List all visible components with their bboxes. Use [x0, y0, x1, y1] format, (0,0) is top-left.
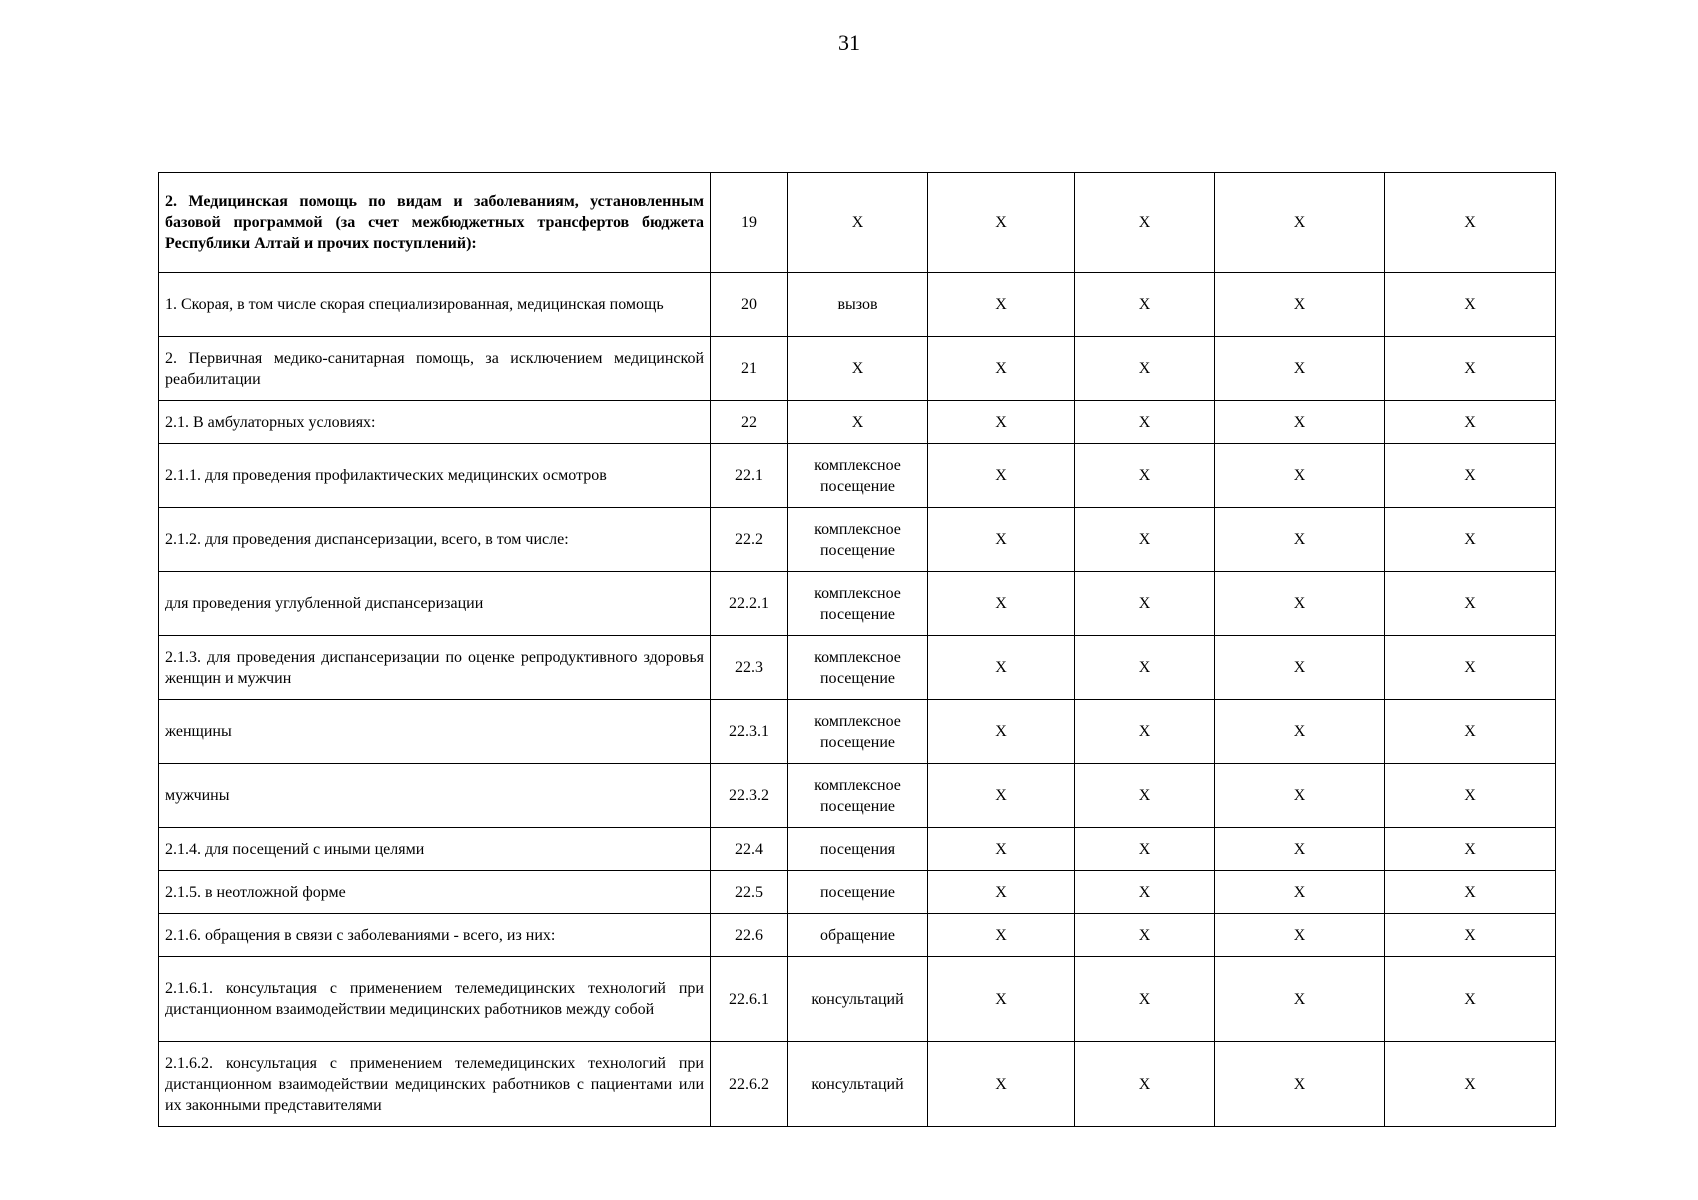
row-unit-cell: комплексное посещение	[788, 572, 928, 636]
row-value-cell: X	[1215, 401, 1385, 444]
row-value-cell: X	[1215, 828, 1385, 871]
table-row	[159, 828, 1556, 871]
row-line-number-cell: 22.3.2	[711, 764, 788, 828]
page-number: 31	[838, 30, 860, 55]
row-line-number-cell: 20	[711, 273, 788, 337]
row-value-cell: X	[1215, 508, 1385, 572]
row-value-cell: X	[928, 1042, 1075, 1127]
row-unit-cell: X	[788, 401, 928, 444]
row-value-cell: X	[1075, 764, 1215, 828]
row-value-cell: X	[1385, 1042, 1556, 1127]
table-row	[159, 508, 1556, 572]
row-value-cell: X	[1075, 401, 1215, 444]
row-name-cell: 2. Медицинская помощь по видам и заболеваниям, установленным базовой программой (за счет межбюджетных трансфертов бюджета Республики Алтай и прочих поступлений):	[159, 173, 711, 273]
row-value-cell: X	[1385, 572, 1556, 636]
row-unit-cell: обращение	[788, 914, 928, 957]
row-line-number-cell: 22.2	[711, 508, 788, 572]
table-row	[159, 572, 1556, 636]
row-value-cell: X	[1075, 572, 1215, 636]
row-value-cell: X	[928, 764, 1075, 828]
row-name-cell: мужчины	[159, 764, 711, 828]
row-value-cell: X	[1385, 764, 1556, 828]
row-line-number-cell: 22.6.1	[711, 957, 788, 1042]
table-row	[159, 173, 1556, 273]
row-line-number-cell: 22.4	[711, 828, 788, 871]
row-value-cell: X	[1385, 828, 1556, 871]
row-value-cell: X	[928, 914, 1075, 957]
row-value-cell: X	[1215, 636, 1385, 700]
row-value-cell: X	[1215, 871, 1385, 914]
row-value-cell: X	[1075, 508, 1215, 572]
row-line-number-cell: 22.6	[711, 914, 788, 957]
row-line-number-cell: 22.6.2	[711, 1042, 788, 1127]
row-unit-cell: консультаций	[788, 957, 928, 1042]
row-line-number-cell: 22.3.1	[711, 700, 788, 764]
row-value-cell: X	[1385, 401, 1556, 444]
row-value-cell: X	[1075, 173, 1215, 273]
row-value-cell: X	[928, 636, 1075, 700]
row-unit-cell: X	[788, 173, 928, 273]
row-unit-cell: комплексное посещение	[788, 700, 928, 764]
row-name-cell: 2.1.6. обращения в связи с заболеваниями - всего, из них:	[159, 914, 711, 957]
row-value-cell: X	[1215, 572, 1385, 636]
row-value-cell: X	[928, 957, 1075, 1042]
row-value-cell: X	[1385, 636, 1556, 700]
row-value-cell: X	[1215, 700, 1385, 764]
row-name-cell: 2.1. В амбулаторных условиях:	[159, 401, 711, 444]
row-value-cell: X	[1075, 1042, 1215, 1127]
row-line-number-cell: 22.1	[711, 444, 788, 508]
row-unit-cell: консультаций	[788, 1042, 928, 1127]
row-value-cell: X	[1215, 764, 1385, 828]
row-line-number-cell: 22.2.1	[711, 572, 788, 636]
row-value-cell: X	[928, 871, 1075, 914]
row-value-cell: X	[928, 173, 1075, 273]
row-unit-cell: посещение	[788, 871, 928, 914]
table-row	[159, 636, 1556, 700]
row-unit-cell: вызов	[788, 273, 928, 337]
table-row	[159, 401, 1556, 444]
row-value-cell: X	[1215, 173, 1385, 273]
table-row	[159, 444, 1556, 508]
row-value-cell: X	[1385, 957, 1556, 1042]
row-value-cell: X	[1215, 1042, 1385, 1127]
row-value-cell: X	[1075, 957, 1215, 1042]
row-value-cell: X	[1215, 337, 1385, 401]
table-row	[159, 914, 1556, 957]
row-value-cell: X	[1075, 444, 1215, 508]
row-name-cell: для проведения углубленной диспансеризации	[159, 572, 711, 636]
row-value-cell: X	[928, 508, 1075, 572]
row-value-cell: X	[1075, 828, 1215, 871]
row-value-cell: X	[928, 401, 1075, 444]
table-row	[159, 764, 1556, 828]
row-name-cell: женщины	[159, 700, 711, 764]
table-body	[159, 173, 1556, 1127]
row-line-number-cell: 22	[711, 401, 788, 444]
row-value-cell: X	[1075, 914, 1215, 957]
row-unit-cell: комплексное посещение	[788, 444, 928, 508]
row-name-cell: 2.1.4. для посещений с иными целями	[159, 828, 711, 871]
row-value-cell: X	[928, 700, 1075, 764]
row-value-cell: X	[1075, 273, 1215, 337]
row-value-cell: X	[928, 444, 1075, 508]
row-value-cell: X	[1215, 273, 1385, 337]
row-value-cell: X	[928, 828, 1075, 871]
table-row	[159, 337, 1556, 401]
row-value-cell: X	[1075, 700, 1215, 764]
row-name-cell: 2.1.3. для проведения диспансеризации по оценке репродуктивного здоровья женщин и мужчин	[159, 636, 711, 700]
row-name-cell: 2.1.2. для проведения диспансеризации, всего, в том числе:	[159, 508, 711, 572]
row-value-cell: X	[1385, 700, 1556, 764]
row-value-cell: X	[1215, 914, 1385, 957]
row-value-cell: X	[1385, 444, 1556, 508]
row-value-cell: X	[1075, 337, 1215, 401]
row-name-cell: 2.1.6.1. консультация с применением телемедицинских технологий при дистанционном взаимодействии медицинских работников между собой	[159, 957, 711, 1042]
row-value-cell: X	[1385, 508, 1556, 572]
row-value-cell: X	[1385, 914, 1556, 957]
row-line-number-cell: 21	[711, 337, 788, 401]
row-value-cell: X	[928, 273, 1075, 337]
table-row	[159, 700, 1556, 764]
row-unit-cell: комплексное посещение	[788, 508, 928, 572]
table-row	[159, 1042, 1556, 1127]
row-name-cell: 2.1.5. в неотложной форме	[159, 871, 711, 914]
row-value-cell: X	[1385, 273, 1556, 337]
row-value-cell: X	[1215, 957, 1385, 1042]
row-name-cell: 1. Скорая, в том числе скорая специализированная, медицинская помощь	[159, 273, 711, 337]
row-value-cell: X	[1075, 871, 1215, 914]
row-value-cell: X	[1385, 871, 1556, 914]
row-value-cell: X	[1385, 173, 1556, 273]
row-unit-cell: посещения	[788, 828, 928, 871]
row-line-number-cell: 22.5	[711, 871, 788, 914]
row-line-number-cell: 19	[711, 173, 788, 273]
row-value-cell: X	[1215, 444, 1385, 508]
table-row	[159, 957, 1556, 1042]
row-name-cell: 2. Первичная медико-санитарная помощь, за исключением медицинской реабилитации	[159, 337, 711, 401]
row-name-cell: 2.1.1. для проведения профилактических медицинских осмотров	[159, 444, 711, 508]
table-row	[159, 871, 1556, 914]
table-row	[159, 273, 1556, 337]
row-name-cell: 2.1.6.2. консультация с применением телемедицинских технологий при дистанционном взаимодействии медицинских работников с пациентами или их законными представителями	[159, 1042, 711, 1127]
row-value-cell: X	[1075, 636, 1215, 700]
row-unit-cell: X	[788, 337, 928, 401]
program-table	[158, 172, 1556, 1127]
row-value-cell: X	[1385, 337, 1556, 401]
row-unit-cell: комплексное посещение	[788, 764, 928, 828]
row-line-number-cell: 22.3	[711, 636, 788, 700]
row-value-cell: X	[928, 337, 1075, 401]
row-unit-cell: комплексное посещение	[788, 636, 928, 700]
row-value-cell: X	[928, 572, 1075, 636]
